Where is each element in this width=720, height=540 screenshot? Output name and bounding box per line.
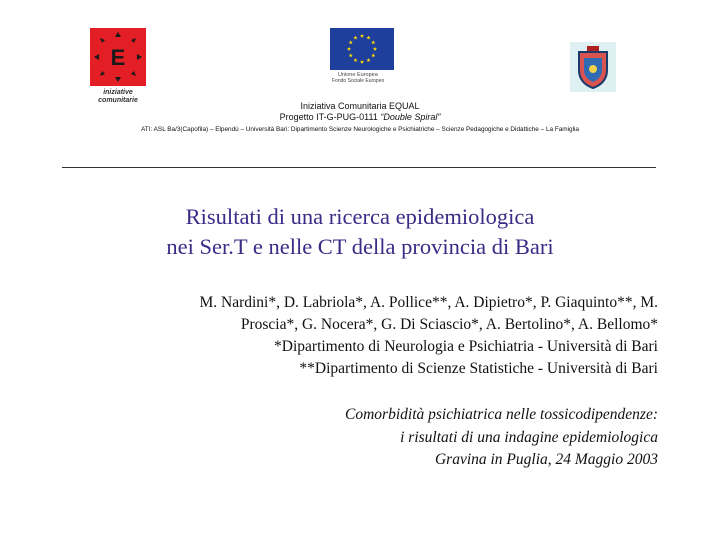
regional-crest-logo xyxy=(570,42,616,92)
event-place-date: Gravina in Puglia, 24 Maggio 2003 xyxy=(434,451,658,468)
project-code xyxy=(0,112,720,122)
project-name: “Double Spiral” xyxy=(380,112,441,122)
title-line-1: Risultati di una ricerca epidemiologica xyxy=(185,204,535,229)
partnership-line: ATI: ASL Ba/3(Capofila) – Elpendù – Università Bari: Dipartimento Scienze Neurologiche e Psichiatriche – Scienze Pedagogiche e Didattiche – La Famiglia xyxy=(141,126,579,133)
authors-line-2: Proscia*, G. Nocera*, G. Di Sciascio*, A. Bertolino*, A. Bellomo* xyxy=(240,316,658,333)
eu-logo-caption: Unione Europea xyxy=(338,72,378,78)
equal-logo xyxy=(90,28,146,106)
project-code-prefix: Progetto IT-G-PUG-0111 xyxy=(279,112,381,122)
authors-line-1: M. Nardini*, D. Labriola*, A. Pollice**, A. Dipietro*, P. Giaquinto**, M. xyxy=(199,294,658,311)
title-line-2: nei Ser.T e nelle CT della provincia di Bari xyxy=(166,234,554,259)
program-name: Iniziativa Comunitaria EQUAL xyxy=(300,101,420,111)
equal-logo-letter: E xyxy=(110,45,126,70)
event-subtitle: i risultati di una indagine epidemiologica xyxy=(400,428,658,446)
presentation-title xyxy=(0,202,720,262)
authors-block xyxy=(38,292,658,380)
event-topic: Comorbidità psichiatrica nelle tossicodipendenze: xyxy=(345,406,658,423)
equal-logo-caption-2: comunitarie xyxy=(98,97,138,104)
eu-logo-caption-2: Fondo Sociale Europeo xyxy=(332,78,385,84)
equal-logo-caption: iniziative xyxy=(103,89,133,96)
event-block xyxy=(58,404,658,472)
affiliation-neurology: *Dipartimento di Neurologia e Psichiatria - Università di Bari xyxy=(274,338,658,355)
eu-flag-logo xyxy=(330,28,394,84)
affiliation-statistics: **Dipartimento di Scienze Statistiche - Università di Bari xyxy=(299,360,658,377)
horizontal-divider xyxy=(62,167,656,168)
